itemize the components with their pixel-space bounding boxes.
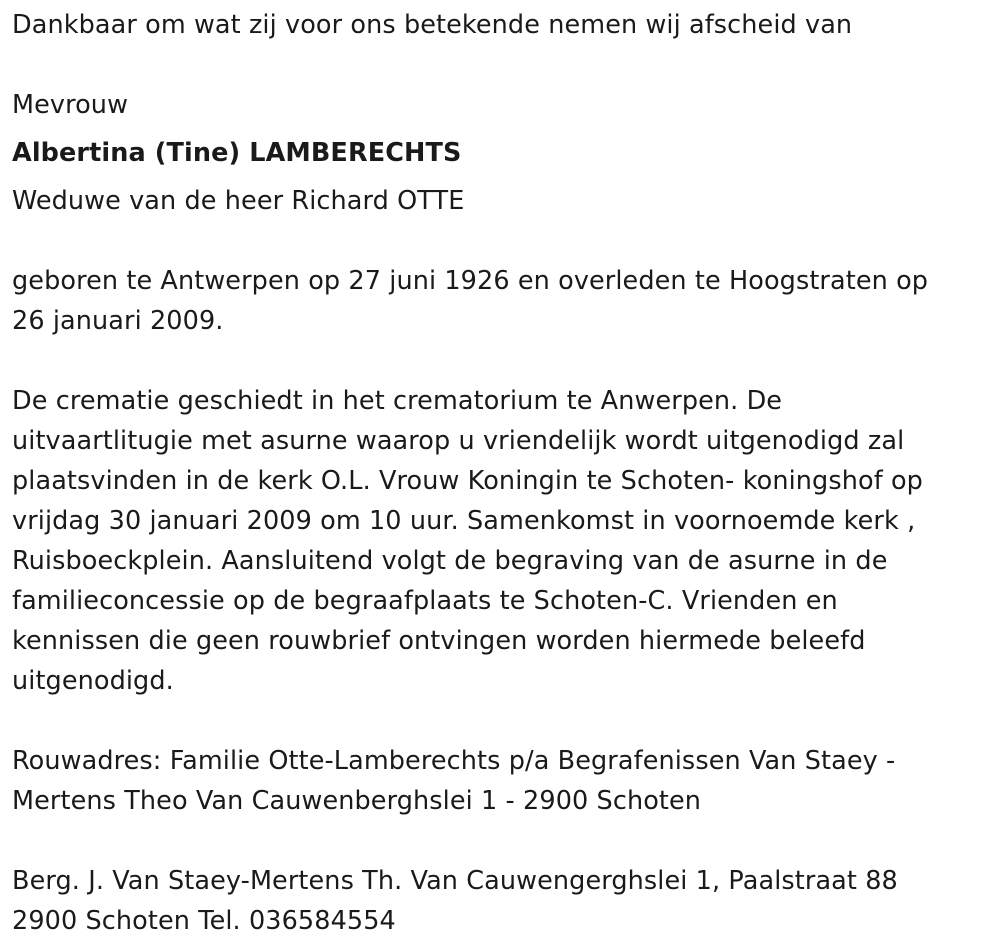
paragraph-line: plaatsvinden in de kerk O.L. Vrouw Koningin te Schoten- koningshof op: [12, 466, 923, 496]
paragraph-line: Berg. J. Van Staey-Mertens Th. Van Cauwengerghslei 1, Paalstraat 88: [12, 866, 898, 896]
deceased-name: Albertina (Tine) LAMBERECHTS: [12, 138, 462, 168]
mourning-address-paragraph: [12, 741, 988, 821]
paragraph-line: Rouwadres: Familie Otte-Lamberechts p/a Begrafenissen Van Staey -: [12, 746, 896, 776]
birth-death-paragraph: [12, 261, 988, 341]
paragraph-line: kennissen die geen rouwbrief ontvingen worden hiermede beleefd: [12, 626, 866, 656]
paragraph-line: uitvaartlitugie met asurne waarop u vriendelijk wordt uitgenodigd zal: [12, 426, 905, 456]
paragraph-line: 2900 Schoten Tel. 036584554: [12, 906, 396, 936]
paragraph-line: familieconcessie op de begraafplaats te Schoten-C. Vrienden en: [12, 586, 838, 616]
paragraph-line: Mertens Theo Van Cauwenberghslei 1 - 2900 Schoten: [12, 786, 702, 816]
paragraph-line: geboren te Antwerpen op 27 juni 1926 en overleden te Hoogstraten op: [12, 266, 929, 296]
paragraph-line: Ruisboeckplein. Aansluitend volgt de begraving van de asurne in de: [12, 546, 888, 576]
paragraph-line: De crematie geschiedt in het crematorium te Anwerpen. De: [12, 386, 783, 416]
intro-text: Dankbaar om wat zij voor ons betekende nemen wij afscheid van: [12, 10, 853, 40]
spouse-line: Weduwe van de heer Richard OTTE: [12, 186, 465, 216]
undertaker-paragraph: [12, 861, 988, 941]
honorific: Mevrouw: [12, 90, 129, 120]
paragraph-line: 26 januari 2009.: [12, 306, 224, 336]
paragraph-line: vrijdag 30 januari 2009 om 10 uur. Samenkomst in voornoemde kerk ,: [12, 506, 916, 536]
ceremony-paragraph: [12, 381, 988, 701]
paragraph-line: uitgenodigd.: [12, 666, 174, 696]
